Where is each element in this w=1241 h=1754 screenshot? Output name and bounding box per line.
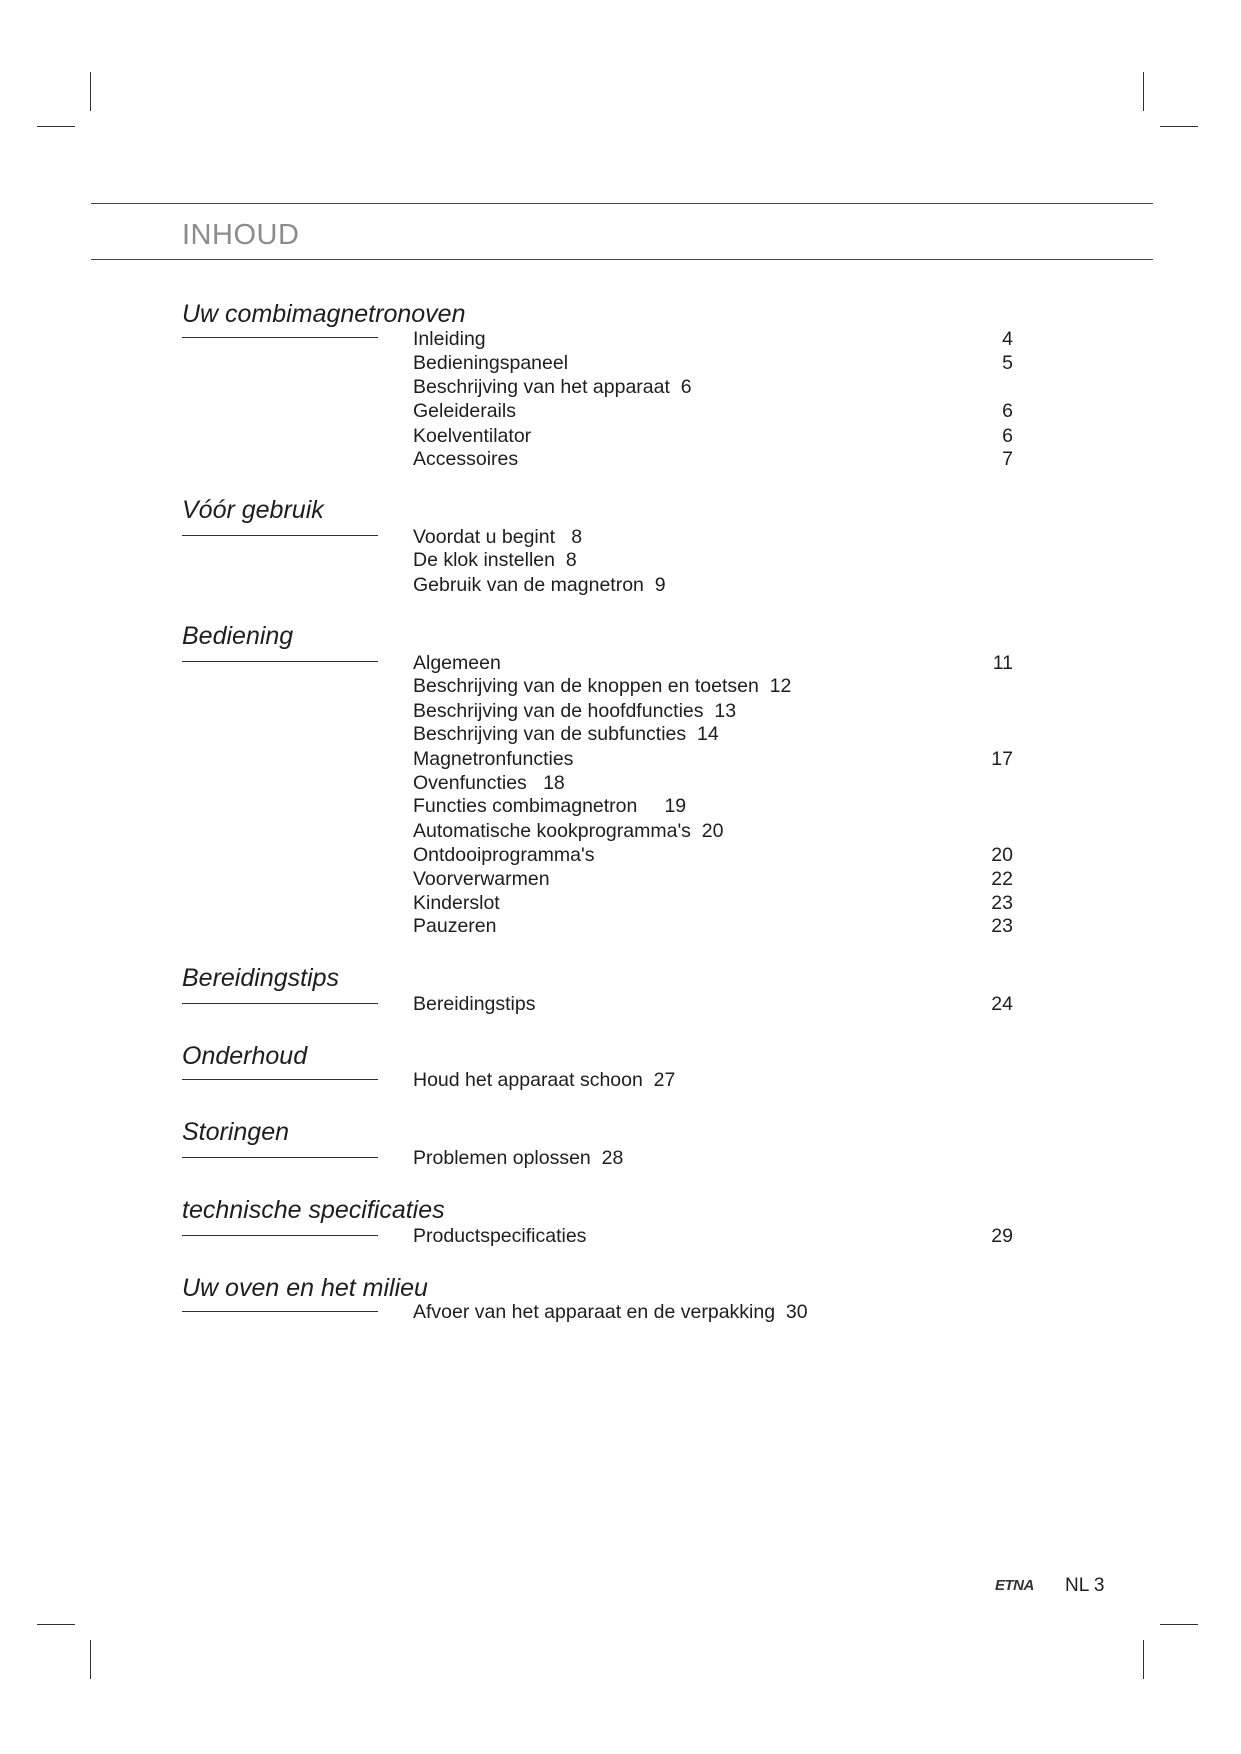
toc-entry[interactable] <box>413 376 1013 400</box>
toc-entry-label: Automatische kookprogramma's 20 <box>413 820 724 842</box>
toc-entry-label: Accessoires <box>413 448 519 470</box>
toc-entry-label: Afvoer van het apparaat en de verpakking 30 <box>413 1301 808 1323</box>
toc-entry-label: Ovenfuncties 18 <box>413 772 565 794</box>
toc-entry[interactable] <box>413 748 1013 772</box>
toc-entry-label: Pauzeren <box>413 915 497 937</box>
toc-entry-page: 17 <box>991 748 1013 770</box>
toc-entry[interactable] <box>413 574 1013 598</box>
toc-entry[interactable] <box>413 993 1013 1017</box>
toc-entry-label: Magnetronfuncties <box>413 748 574 770</box>
toc-entry[interactable] <box>413 425 1013 449</box>
section-heading: Bereidingstips <box>182 964 340 992</box>
toc-entry-label: Inleiding <box>413 328 486 350</box>
toc-entry[interactable] <box>413 1069 1013 1093</box>
crop-mark <box>1143 72 1144 111</box>
toc-entry-label: De klok instellen 8 <box>413 549 577 571</box>
page-title: INHOUD <box>182 219 300 251</box>
toc-entry[interactable] <box>413 549 1013 573</box>
section-underline <box>182 1079 378 1080</box>
toc-entry[interactable] <box>413 700 1013 724</box>
toc-entry-page: 24 <box>991 993 1013 1015</box>
section-underline <box>182 661 378 662</box>
toc-entry[interactable] <box>413 892 1013 916</box>
toc-entry-label: Problemen oplossen 28 <box>413 1147 624 1169</box>
toc-entry-label: Algemeen <box>413 652 501 674</box>
toc-entry-label: Ontdooiprogramma's <box>413 844 595 866</box>
toc-entry[interactable] <box>413 675 1013 699</box>
section-underline <box>182 535 378 536</box>
toc-entry[interactable] <box>413 844 1013 868</box>
header-bottom-rule <box>91 259 1153 260</box>
toc-entry[interactable] <box>413 772 1013 796</box>
toc-entry-page: 23 <box>991 915 1013 937</box>
page-number: NL 3 <box>1065 1575 1105 1596</box>
section-heading: Bediening <box>182 622 294 650</box>
toc-entry[interactable] <box>413 915 1013 939</box>
toc-entry[interactable] <box>413 868 1013 892</box>
section-heading: technische specificaties <box>182 1196 445 1224</box>
toc-entry-page: 6 <box>1002 400 1013 422</box>
toc-entry[interactable] <box>413 795 1013 819</box>
toc-entry[interactable] <box>413 400 1013 424</box>
toc-entry-page: 11 <box>992 652 1013 674</box>
toc-entry-label: Productspecificaties <box>413 1225 587 1247</box>
toc-entry-label: Voorverwarmen <box>413 868 550 890</box>
header-top-rule <box>91 203 1153 204</box>
crop-mark <box>1160 126 1198 127</box>
section-heading: Uw combimagnetronoven <box>182 300 466 328</box>
toc-entry[interactable] <box>413 820 1013 844</box>
toc-entry-label: Beschrijving van de knoppen en toetsen 12 <box>413 675 792 697</box>
section-underline <box>182 1157 378 1158</box>
toc-entry-label: Kinderslot <box>413 892 500 914</box>
section-heading: Uw oven en het milieu <box>182 1274 428 1302</box>
toc-entry-page: 29 <box>991 1225 1013 1247</box>
toc-entry-label: Functies combimagnetron 19 <box>413 795 687 817</box>
toc-entry-label: Voordat u begint 8 <box>413 526 583 548</box>
section-heading: Vóór gebruik <box>182 496 324 524</box>
crop-mark <box>1143 1640 1144 1679</box>
toc-entry-label: Beschrijving van de subfuncties 14 <box>413 723 719 745</box>
toc-entry[interactable] <box>413 1225 1013 1249</box>
section-underline <box>182 1311 378 1312</box>
toc-entry[interactable] <box>413 652 1013 676</box>
section-underline <box>182 337 378 338</box>
toc-entry-page: 4 <box>1002 328 1013 350</box>
toc-entry-label: Gebruik van de magnetron 9 <box>413 574 666 596</box>
toc-entry-label: Beschrijving van de hoofdfuncties 13 <box>413 700 737 722</box>
toc-entry-page: 7 <box>1002 448 1013 470</box>
toc-entry[interactable] <box>413 1147 1013 1171</box>
toc-entry-label: Bedieningspaneel <box>413 352 569 374</box>
section-underline <box>182 1235 378 1236</box>
toc-entry-label: Koelventilator <box>413 425 532 447</box>
toc-entry[interactable] <box>413 328 1013 352</box>
toc-entry-page: 20 <box>991 844 1013 866</box>
crop-mark <box>37 1624 75 1625</box>
section-underline <box>182 1003 378 1004</box>
toc-entry-label: Bereidingstips <box>413 993 536 1015</box>
toc-entry[interactable] <box>413 526 1013 550</box>
crop-mark <box>90 72 91 111</box>
toc-entry-label: Beschrijving van het apparaat 6 <box>413 376 692 398</box>
toc-entry[interactable] <box>413 723 1013 747</box>
toc-entry-page: 23 <box>991 892 1013 914</box>
toc-entry[interactable] <box>413 448 1013 472</box>
toc-entry[interactable] <box>413 352 1013 376</box>
crop-mark <box>37 126 75 127</box>
section-heading: Onderhoud <box>182 1042 308 1070</box>
toc-entry-label: Houd het apparaat schoon 27 <box>413 1069 676 1091</box>
crop-mark <box>1160 1624 1198 1625</box>
toc-entry[interactable] <box>413 1301 1013 1325</box>
crop-mark <box>90 1640 91 1679</box>
toc-entry-page: 6 <box>1002 425 1013 447</box>
section-heading: Storingen <box>182 1118 290 1146</box>
toc-entry-page: 5 <box>1002 352 1013 374</box>
toc-entry-label: Geleiderails <box>413 400 516 422</box>
etna-logo: ETNA <box>995 1577 1034 1594</box>
toc-entry-page: 22 <box>991 868 1013 890</box>
